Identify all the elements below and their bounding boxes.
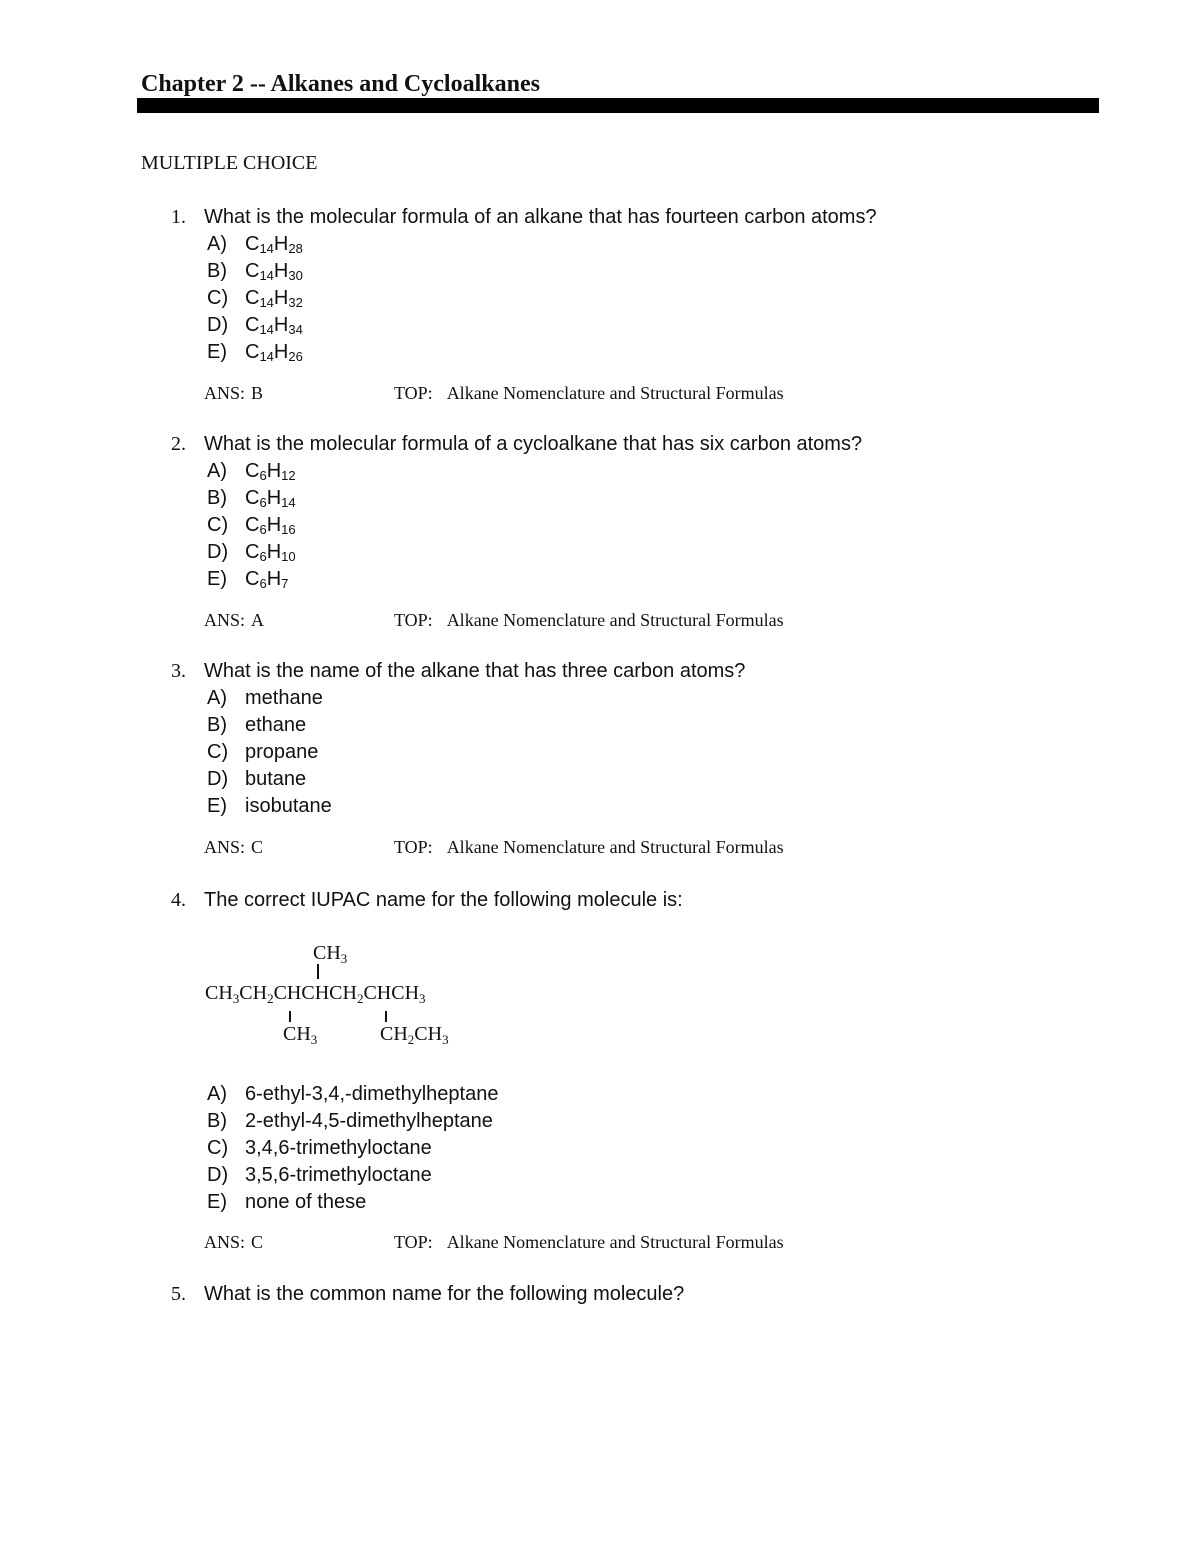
option-b: B) $C_6H_{14}$ (207, 487, 296, 510)
bond-line (317, 964, 319, 979)
answer-line: ANS: A (204, 610, 265, 630)
option-b (207, 1110, 493, 1133)
option-c: C) $C_{14}H_{32}$ (207, 287, 303, 310)
option-letter: D) (207, 768, 229, 790)
option-text: isobutane (245, 795, 332, 817)
title-rule (137, 98, 1099, 113)
option-d (207, 768, 306, 791)
option-text: propane (245, 741, 319, 763)
option-e: E) $C_{14}H_{26}$ (207, 341, 303, 364)
structural-formula: $CH_3$ $CH_3CH_2CHCHCH_2CHCH_3$ $CH_3$ $CH_2CH_3$ (205, 942, 449, 1047)
option-letter: A) (207, 460, 227, 482)
option-letter: A) (207, 1083, 227, 1105)
option-letter: D) (207, 314, 229, 336)
option-text: 2-ethyl-4,5-dimethylheptane (245, 1110, 493, 1132)
question-text: What is the molecular formula of a cycloalkane that has six carbon atoms? (204, 433, 863, 455)
topic-line: TOP: Alkane Nomenclature and Structural Formulas (394, 837, 784, 857)
chapter-title: Chapter 2 -- Alkanes and Cycloalkanes (141, 71, 540, 97)
question-number: 5. (171, 1283, 186, 1305)
option-letter: E) (207, 341, 227, 363)
option-c (207, 1137, 432, 1160)
option-letter: B) (207, 487, 227, 509)
option-c (207, 741, 318, 764)
option-text: 3,5,6-trimethyloctane (245, 1164, 432, 1186)
option-text: methane (245, 687, 323, 709)
option-letter: B) (207, 714, 227, 736)
option-a: A) $C_6H_{12}$ (207, 460, 296, 483)
answer-value: B (251, 383, 264, 403)
option-text: 3,4,6-trimethyloctane (245, 1137, 432, 1159)
question-text: What is the molecular formula of an alkane that has fourteen carbon atoms? (204, 206, 877, 228)
question-text: The correct IUPAC name for the following molecule is: (204, 889, 683, 911)
option-a: A) $C_{14}H_{28}$ (207, 233, 303, 256)
option-e (207, 1191, 366, 1214)
question-number: 4. (171, 889, 186, 911)
topic-value: Alkane Nomenclature and Structural Formulas (446, 383, 784, 403)
option-letter: C) (207, 741, 229, 763)
option-text: ethane (245, 714, 307, 736)
topic-line: TOP: Alkane Nomenclature and Structural Formulas (394, 610, 784, 630)
option-c: C) $C_6H_{16}$ (207, 514, 296, 537)
option-letter: E) (207, 795, 227, 817)
answer-value: C (251, 837, 264, 857)
option-d (207, 1164, 432, 1187)
option-letter: E) (207, 1191, 227, 1213)
answer-value: A (251, 610, 265, 630)
option-b: B) $C_{14}H_{30}$ (207, 260, 303, 283)
option-a (207, 1083, 498, 1106)
option-letter: D) (207, 1164, 229, 1186)
option-d: D) $C_{14}H_{34}$ (207, 314, 303, 337)
answer-line: ANS: C (204, 837, 264, 857)
answer-line: ANS: C (204, 1232, 264, 1252)
question-text: What is the name of the alkane that has three carbon atoms? (204, 660, 746, 682)
option-letter: A) (207, 233, 227, 255)
bond-line (289, 1011, 291, 1022)
topic-line: TOP: Alkane Nomenclature and Structural Formulas (394, 1232, 784, 1252)
question-text: What is the common name for the following molecule? (204, 1283, 685, 1305)
question-number: 2. (171, 433, 186, 455)
option-e (207, 795, 332, 818)
question-number: 3. (171, 660, 186, 682)
option-letter: C) (207, 287, 229, 309)
answer-value: C (251, 1232, 264, 1252)
topic-value: Alkane Nomenclature and Structural Formulas (446, 610, 784, 630)
option-letter: C) (207, 1137, 229, 1159)
option-e: E) $C_6H_7$ (207, 568, 289, 591)
option-letter: E) (207, 568, 227, 590)
question-number: 1. (171, 206, 186, 228)
option-letter: B) (207, 1110, 227, 1132)
option-letter: B) (207, 260, 227, 282)
option-text: none of these (245, 1191, 367, 1213)
topic-value: Alkane Nomenclature and Structural Formulas (446, 837, 784, 857)
section-heading: MULTIPLE CHOICE (141, 152, 318, 174)
option-b (207, 714, 306, 737)
option-d: D) $C_6H_{10}$ (207, 541, 296, 564)
option-a (207, 687, 323, 710)
topic-value: Alkane Nomenclature and Structural Formulas (446, 1232, 784, 1252)
topic-line: TOP: Alkane Nomenclature and Structural Formulas (394, 383, 784, 403)
option-letter: A) (207, 687, 227, 709)
option-letter: C) (207, 514, 229, 536)
option-letter: D) (207, 541, 229, 563)
bond-line (385, 1011, 387, 1022)
option-text: 6-ethyl-3,4,-dimethylheptane (245, 1083, 499, 1105)
option-text: butane (245, 768, 307, 790)
answer-line: ANS: B (204, 383, 264, 403)
